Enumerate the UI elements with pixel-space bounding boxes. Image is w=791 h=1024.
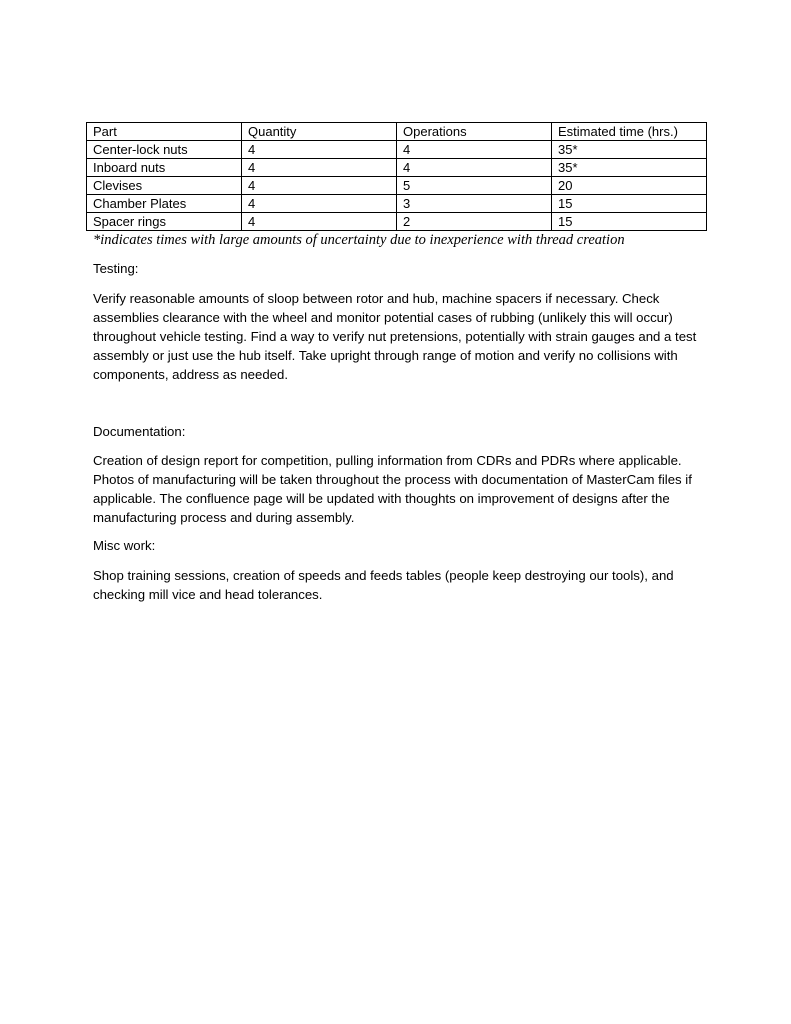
table-row	[87, 177, 707, 195]
documentation-paragraph: Creation of design report for competition, pulling information from CDRs and PDRs where applicable. Photos of manufacturing will be taken throughout the process with documentation of MasterCam files if applicable. The confluence page will be updated with thoughts on improvement of designs after the manufacturing process and during assembly.	[93, 453, 692, 525]
table-row	[87, 141, 707, 159]
table-row	[87, 159, 707, 177]
cell-operations: 2	[397, 213, 552, 231]
cell-part: Center-lock nuts	[87, 141, 242, 159]
cell-quantity: 4	[242, 141, 397, 159]
cell-estimated-time: 20	[552, 177, 707, 195]
cell-estimated-time: 35*	[552, 159, 707, 177]
cell-part: Chamber Plates	[87, 195, 242, 213]
cell-part: Spacer rings	[87, 213, 242, 231]
cell-estimated-time: 35*	[552, 141, 707, 159]
table-row	[87, 195, 707, 213]
cell-estimated-time: 15	[552, 213, 707, 231]
table-row	[87, 213, 707, 231]
cell-quantity: 4	[242, 177, 397, 195]
header-operations: Operations	[397, 123, 552, 141]
header-quantity: Quantity	[242, 123, 397, 141]
header-estimated-time: Estimated time (hrs.)	[552, 123, 707, 141]
parts-table	[86, 122, 707, 231]
misc-heading: Misc work:	[93, 538, 156, 553]
cell-operations: 5	[397, 177, 552, 195]
cell-operations: 4	[397, 141, 552, 159]
table-header-row	[87, 123, 707, 141]
documentation-heading: Documentation:	[93, 424, 186, 439]
cell-part: Clevises	[87, 177, 242, 195]
cell-quantity: 4	[242, 195, 397, 213]
table-footnote: *indicates times with large amounts of uncertainty due to inexperience with thread creation	[93, 232, 625, 248]
cell-quantity: 4	[242, 159, 397, 177]
cell-part: Inboard nuts	[87, 159, 242, 177]
header-part: Part	[87, 123, 242, 141]
testing-heading: Testing:	[93, 261, 139, 276]
cell-operations: 4	[397, 159, 552, 177]
cell-quantity: 4	[242, 213, 397, 231]
testing-paragraph: Verify reasonable amounts of sloop between rotor and hub, machine spacers if necessary. Check assemblies clearance with the wheel and monitor potential cases of rubbing (unlikely this will occur) throughout vehicle testing. Find a way to verify nut pretensions, potentially with strain gauges and a test assembly or just use the hub itself. Take upright through range of motion and verify no collisions with components, address as needed.	[93, 291, 697, 382]
misc-paragraph: Shop training sessions, creation of speeds and feeds tables (people keep destroying our tools), and checking mill vice and head tolerances.	[93, 568, 674, 602]
cell-estimated-time: 15	[552, 195, 707, 213]
cell-operations: 3	[397, 195, 552, 213]
